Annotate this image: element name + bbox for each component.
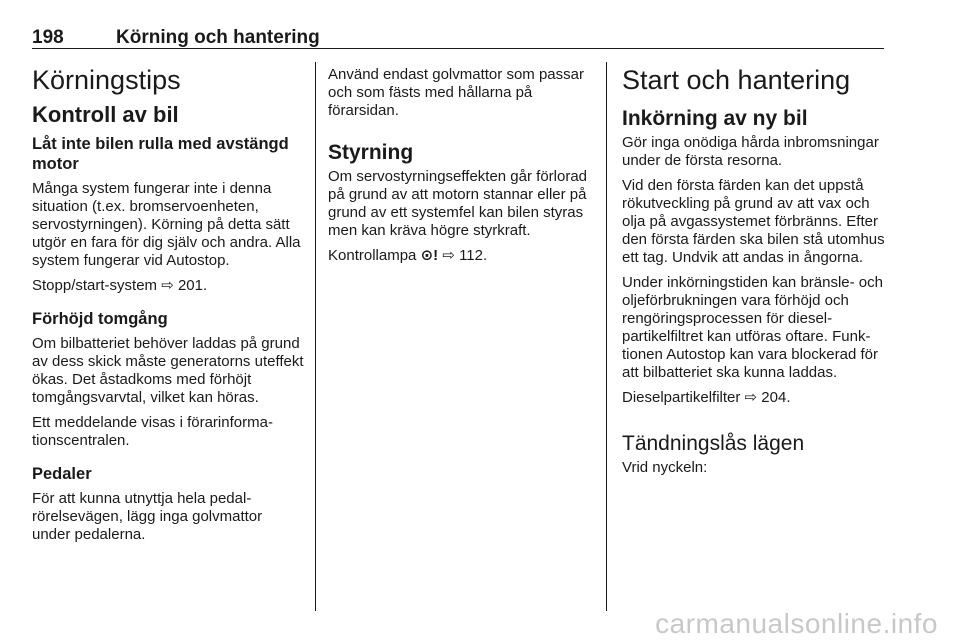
section-title-korningstips: Körningstips <box>32 65 181 95</box>
paragraph-rokutveckling: Vid den första färden kan det uppstå rökutveckling på grund av att vax och olja på avgassystemet förbränns. Efter den första färden ska bilen stå utomhus ett tag. Undvik att andas in ångorna. <box>622 177 885 266</box>
paragraph-inbromsningar: Gör inga onödiga hårda inbromsningar under de första resorna. <box>622 134 879 169</box>
column-divider-2 <box>606 62 607 611</box>
running-title: Körning och hantering <box>116 27 320 48</box>
steering-warning-lamp-icon: ⊙! <box>420 247 439 264</box>
column-2 <box>328 56 592 272</box>
paragraph-vrid-nyckeln: Vrid nyckeln: <box>622 459 708 476</box>
subsection-title-inkorning: Inkörning av ny bil <box>622 107 808 130</box>
paragraph-batteri: Om bilbatteriet behöver laddas på grund av dess skick måste generatorns uteffekt ökas. Det åstadkoms med förhöjt tomgångsvarvtal, vilket kan höras. <box>32 335 304 406</box>
column-3 <box>622 56 892 484</box>
column-1 <box>32 56 304 551</box>
reference-kontrollampa <box>328 247 592 265</box>
paragraph-pedaler: För att kunna utnyttja hela pedalrörelsevägen, lägg inga golvmattor under pedalerna. <box>32 490 263 543</box>
reference-dieselpartikelfilter <box>622 389 892 407</box>
page-reference-arrow-icon: ⇨ <box>442 247 455 264</box>
paragraph-golvmattor: Använd endast golvmattor som passar och som fästs med hållarna på förarsidan. <box>328 66 584 119</box>
paragraph-system: Många system fungerar inte i denna situation (t.ex. bromservoenheten, servostyrningen). Körning på detta sätt utgör en fara för dig själv och andra. Alla system fungerar vid Autostop. <box>32 180 301 269</box>
heading-tomgang: Förhöjd tomgång <box>32 310 168 328</box>
lamp-text: Kontrollampa <box>328 247 417 264</box>
subsection-title-tandningslas: Tändningslås lägen <box>622 432 805 455</box>
reference-stopp-start <box>32 277 304 295</box>
page-reference-arrow-icon: ⇨ <box>161 277 174 294</box>
reference-page: 112. <box>459 247 488 264</box>
paragraph-servostyrning: Om servostyrningseffekten går förlorad på grund av att motorn stannar eller på grund av ett systemfel kan bilen styras men kan kräva högre styrkraft. <box>328 168 588 239</box>
reference-text: Stopp/start-system <box>32 277 158 294</box>
section-title-start-hantering: Start och hantering <box>622 65 851 95</box>
paragraph-inkorningstid: Under inkörningstiden kan bränsle- och oljeförbrukningen vara förhöjd och rengöringsprocessen för dieselpartikelfiltret kan utföras oftare. Funktionen Autostop kan vara blockerad för att bilbatteriet ska kunna laddas. <box>622 274 883 381</box>
reference-page: 204. <box>761 389 791 406</box>
reference-text: Dieselpartikelfilter <box>622 389 741 406</box>
heading-pedaler: Pedaler <box>32 465 92 483</box>
section-title-styrning: Styrning <box>328 141 414 164</box>
reference-page: 201. <box>177 277 208 294</box>
column-divider-1 <box>315 62 316 611</box>
page-number: 198 <box>32 27 64 48</box>
subsection-title-kontroll: Kontroll av bil <box>32 102 179 127</box>
paragraph-meddelande: Ett meddelande visas i förarinformationscentralen. <box>32 414 273 449</box>
page-reference-arrow-icon: ⇨ <box>744 389 758 406</box>
watermark-text: carmanualsonline.info <box>655 608 938 639</box>
heading-rulla-motor: Låt inte bilen rulla med avstängd motor <box>32 135 289 173</box>
page-header <box>32 14 884 49</box>
